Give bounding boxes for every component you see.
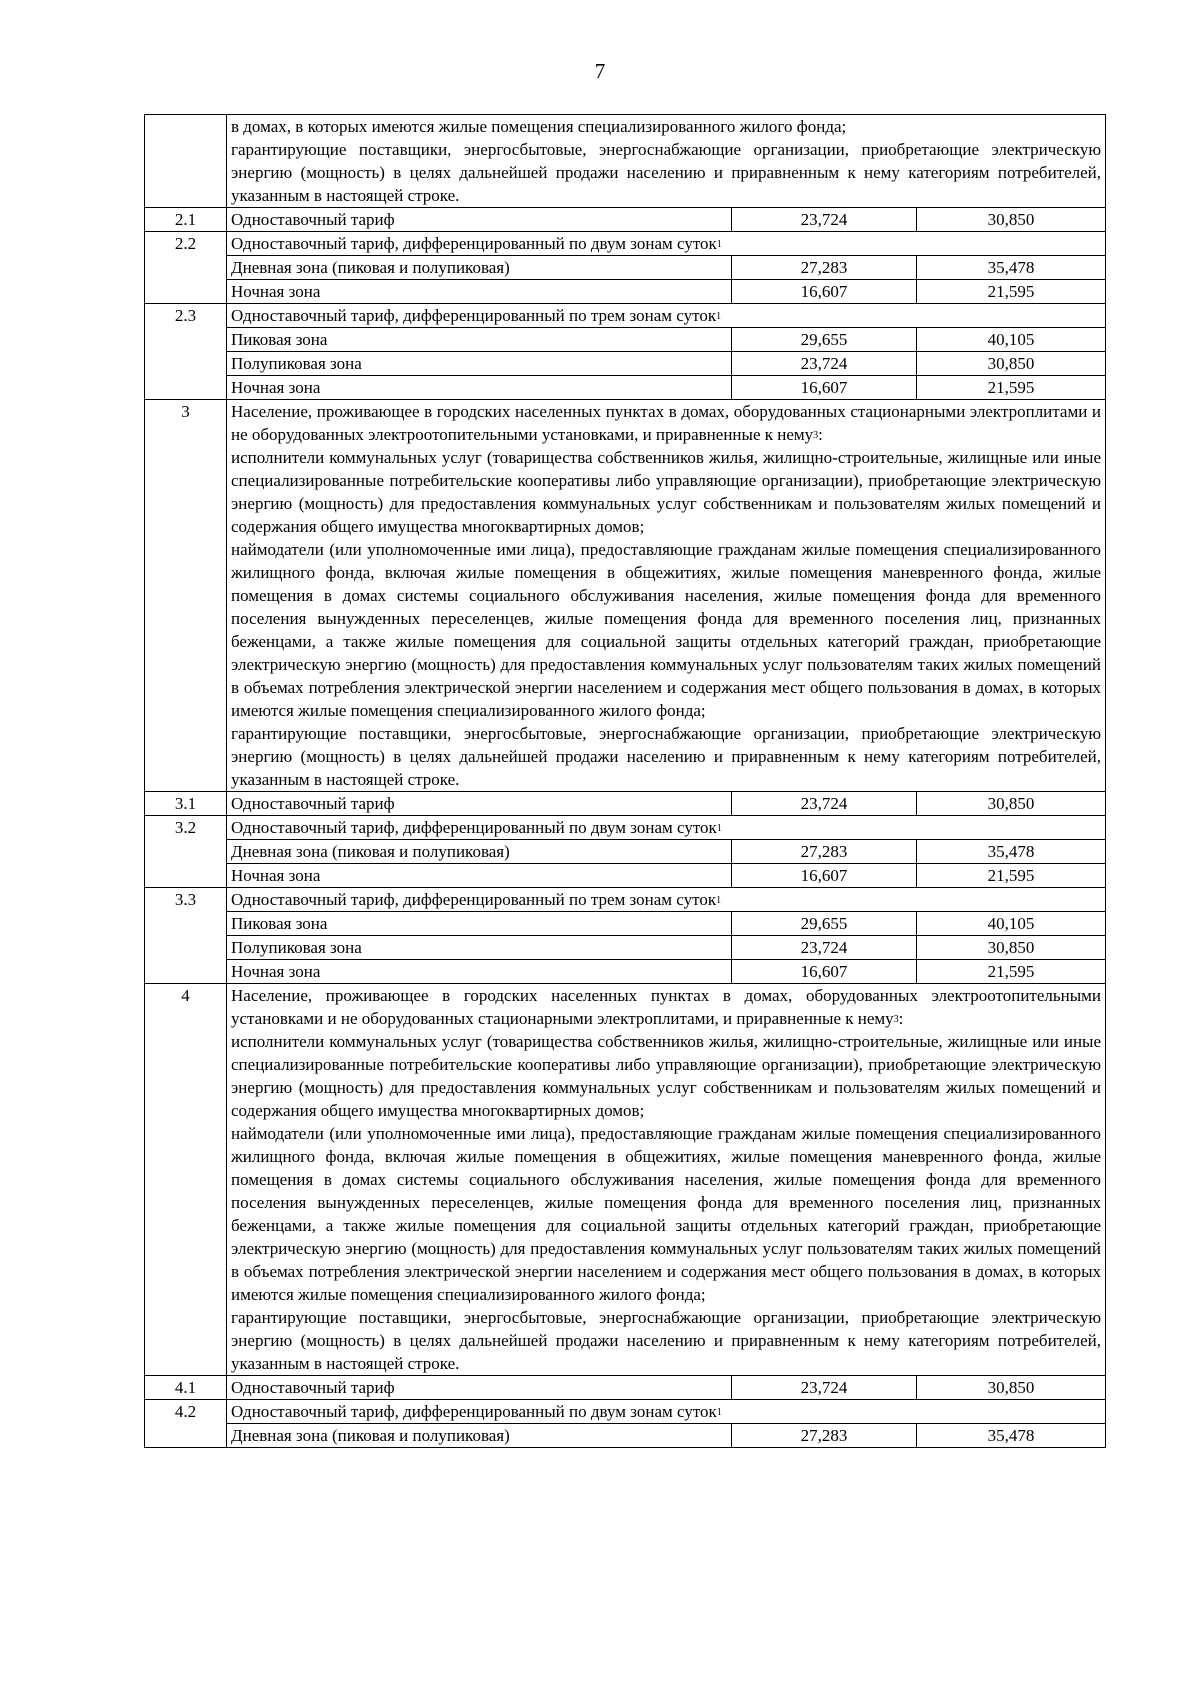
paragraph: в домах, в которых имеются жилые помещения специализированного жилого фонда; xyxy=(231,117,847,136)
tariff-value-first-half: 23,724 xyxy=(732,936,917,960)
row-number: 2.3 xyxy=(145,304,227,400)
tariff-value-first-half: 27,283 xyxy=(732,1424,917,1448)
table-row xyxy=(145,232,1106,256)
table-row xyxy=(145,376,1106,400)
row-label: Пиковая зона xyxy=(227,328,732,352)
row-number: 3.3 xyxy=(145,888,227,984)
paragraph: наймодатели (или уполномоченные ими лица), предоставляющие гражданам жилые помещения специализированного жилищного фонда, включая жилые помещения в общежитиях, жилые помещения маневренного фонда, жилые помещения в домах системы социального обслуживания населения, жилые помещения фонда для временного поселения вынужденных переселенцев, жилые помещения фонда для временного поселения лиц, признанных беженцами, а также жилые помещения для социальной защиты отдельных категорий граждан, приобретающие электрическую энергию (мощность) для предоставления коммунальных услуг пользователям таких жилых помещений в объемах потребления электрической энергии населением и содержания мест общего пользования в домах, в которых имеются жилые помещения специализированного жилого фонда; xyxy=(231,540,1102,720)
tariff-value-first-half: 23,724 xyxy=(732,352,917,376)
paragraph: исполнители коммунальных услуг (товарищества собственников жилья, жилищно-строительные, жилищные или иные специализированные потребительские кооперативы либо управляющие организации), приобретающие электрическую энергию (мощность) для предоставления коммунальных услуг собственникам и пользователям жилых помещений и содержания общего имущества многоквартирных домов; xyxy=(231,1032,1102,1120)
row-label: Одноставочный тариф, дифференцированный по двум зонам суток$^1$ xyxy=(227,1400,1106,1424)
tariff-value-second-half: 30,850 xyxy=(917,1376,1106,1400)
row-label: Полупиковая зона xyxy=(227,936,732,960)
row-label: Ночная зона xyxy=(227,376,732,400)
row-label: Одноставочный тариф xyxy=(227,1376,732,1400)
footnote-marker: 3 xyxy=(893,1014,899,1025)
row-label: Одноставочный тариф, дифференцированный по трем зонам суток$^1$ xyxy=(227,304,1106,328)
table-row xyxy=(145,792,1106,816)
footnote-marker: 1 xyxy=(716,823,722,834)
table-row xyxy=(145,840,1106,864)
row-number: 4 xyxy=(145,984,227,1376)
table-row xyxy=(145,304,1106,328)
section-title: Население, проживающее в городских населенных пунктах в домах, оборудованных электроотопительными установками и не оборудованных стационарными электроплитами, и приравненные к нему$^3$: xyxy=(231,986,1102,1028)
table-row xyxy=(145,912,1106,936)
paragraph: гарантирующие поставщики, энергосбытовые, энергоснабжающие организации, приобретающие электрическую энергию (мощность) в целях дальнейшей продажи населению и приравненным к нему категориям потребителей, указанным в настоящей строке. xyxy=(231,724,1102,789)
tariff-table xyxy=(144,114,1106,1448)
row-number: 2.2 xyxy=(145,232,227,304)
table-row xyxy=(145,352,1106,376)
row-number: 2.1 xyxy=(145,208,227,232)
page-number: 7 xyxy=(594,59,606,83)
row-label: Полупиковая зона xyxy=(227,352,732,376)
row-label: Одноставочный тариф, дифференцированный по двум зонам суток$^1$ xyxy=(227,816,1106,840)
tariff-value-second-half: 35,478 xyxy=(917,256,1106,280)
table-row xyxy=(145,400,1106,792)
tariff-value-second-half: 30,850 xyxy=(917,352,1106,376)
table-row xyxy=(145,256,1106,280)
footnote-marker: 3 xyxy=(813,430,819,441)
row-label: Ночная зона xyxy=(227,864,732,888)
paragraph: гарантирующие поставщики, энергосбытовые, энергоснабжающие организации, приобретающие электрическую энергию (мощность) в целях дальнейшей продажи населению и приравненным к нему категориям потребителей, указанным в настоящей строке. xyxy=(231,1308,1102,1373)
table-row xyxy=(145,280,1106,304)
tariff-value-second-half: 21,595 xyxy=(917,864,1106,888)
row-description xyxy=(227,984,1106,1376)
table-row xyxy=(145,1400,1106,1424)
tariff-value-first-half: 16,607 xyxy=(732,864,917,888)
table-row xyxy=(145,1376,1106,1400)
tariff-value-first-half: 16,607 xyxy=(732,376,917,400)
tariff-value-second-half: 35,478 xyxy=(917,840,1106,864)
row-label: Одноставочный тариф xyxy=(227,208,732,232)
tariff-value-first-half: 16,607 xyxy=(732,280,917,304)
row-number: 4.1 xyxy=(145,1376,227,1400)
table-row xyxy=(145,936,1106,960)
table-row xyxy=(145,115,1106,208)
tariff-value-second-half: 40,105 xyxy=(917,912,1106,936)
table-row xyxy=(145,328,1106,352)
row-label: Дневная зона (пиковая и полупиковая) xyxy=(227,1424,732,1448)
footnote-marker: 1 xyxy=(716,311,722,322)
footnote-marker: 1 xyxy=(716,895,722,906)
row-number xyxy=(145,115,227,208)
footnote-marker: 1 xyxy=(716,239,722,250)
table-row xyxy=(145,888,1106,912)
tariff-value-second-half: 40,105 xyxy=(917,328,1106,352)
row-number: 3 xyxy=(145,400,227,792)
tariff-value-second-half: 30,850 xyxy=(917,208,1106,232)
tariff-value-second-half: 21,595 xyxy=(917,960,1106,984)
paragraph: наймодатели (или уполномоченные ими лица), предоставляющие гражданам жилые помещения специализированного жилищного фонда, включая жилые помещения в общежитиях, жилые помещения маневренного фонда, жилые помещения в домах системы социального обслуживания населения, жилые помещения фонда для временного поселения вынужденных переселенцев, жилые помещения фонда для временного поселения лиц, признанных беженцами, а также жилые помещения для социальной защиты отдельных категорий граждан, приобретающие электрическую энергию (мощность) для предоставления коммунальных услуг пользователям таких жилых помещений в объемах потребления электрической энергии населением и содержания мест общего пользования в домах, в которых имеются жилые помещения специализированного жилого фонда; xyxy=(231,1124,1102,1304)
row-description xyxy=(227,400,1106,792)
paragraph: гарантирующие поставщики, энергосбытовые, энергоснабжающие организации, приобретающие электрическую энергию (мощность) в целях дальнейшей продажи населению и приравненным к нему категориям потребителей, указанным в настоящей строке. xyxy=(231,140,1102,205)
row-label: Ночная зона xyxy=(227,960,732,984)
row-label: Одноставочный тариф xyxy=(227,792,732,816)
row-label: Одноставочный тариф, дифференцированный по трем зонам суток$^1$ xyxy=(227,888,1106,912)
tariff-value-first-half: 23,724 xyxy=(732,208,917,232)
table-row xyxy=(145,208,1106,232)
row-label: Пиковая зона xyxy=(227,912,732,936)
row-label: Дневная зона (пиковая и полупиковая) xyxy=(227,840,732,864)
row-label: Одноставочный тариф, дифференцированный по двум зонам суток$^1$ xyxy=(227,232,1106,256)
row-number: 3.1 xyxy=(145,792,227,816)
row-label: Дневная зона (пиковая и полупиковая) xyxy=(227,256,732,280)
row-label: Ночная зона xyxy=(227,280,732,304)
tariff-value-second-half: 30,850 xyxy=(917,792,1106,816)
row-number: 4.2 xyxy=(145,1400,227,1448)
tariff-value-first-half: 23,724 xyxy=(732,792,917,816)
tariff-value-first-half: 23,724 xyxy=(732,1376,917,1400)
tariff-value-second-half: 21,595 xyxy=(917,280,1106,304)
tariff-value-second-half: 30,850 xyxy=(917,936,1106,960)
tariff-value-second-half: 21,595 xyxy=(917,376,1106,400)
row-description xyxy=(227,115,1106,208)
footnote-marker: 1 xyxy=(716,1407,722,1418)
tariff-value-first-half: 27,283 xyxy=(732,256,917,280)
table-row xyxy=(145,864,1106,888)
tariff-value-first-half: 29,655 xyxy=(732,328,917,352)
table-row xyxy=(145,1424,1106,1448)
table-row xyxy=(145,960,1106,984)
row-number: 3.2 xyxy=(145,816,227,888)
tariff-value-first-half: 27,283 xyxy=(732,840,917,864)
tariff-value-first-half: 29,655 xyxy=(732,912,917,936)
paragraph: исполнители коммунальных услуг (товарищества собственников жилья, жилищно-строительные, жилищные или иные специализированные потребительские кооперативы либо управляющие организации), приобретающие электрическую энергию (мощность) для предоставления коммунальных услуг собственникам и пользователям жилых помещений и содержания общего имущества многоквартирных домов; xyxy=(231,448,1102,536)
table-row xyxy=(145,816,1106,840)
tariff-value-second-half: 35,478 xyxy=(917,1424,1106,1448)
section-title: Население, проживающее в городских населенных пунктах в домах, оборудованных стационарными электроплитами и не оборудованных электроотопительными установками, и приравненные к нему$^3$: xyxy=(231,402,1102,444)
table-row xyxy=(145,984,1106,1376)
tariff-value-first-half: 16,607 xyxy=(732,960,917,984)
